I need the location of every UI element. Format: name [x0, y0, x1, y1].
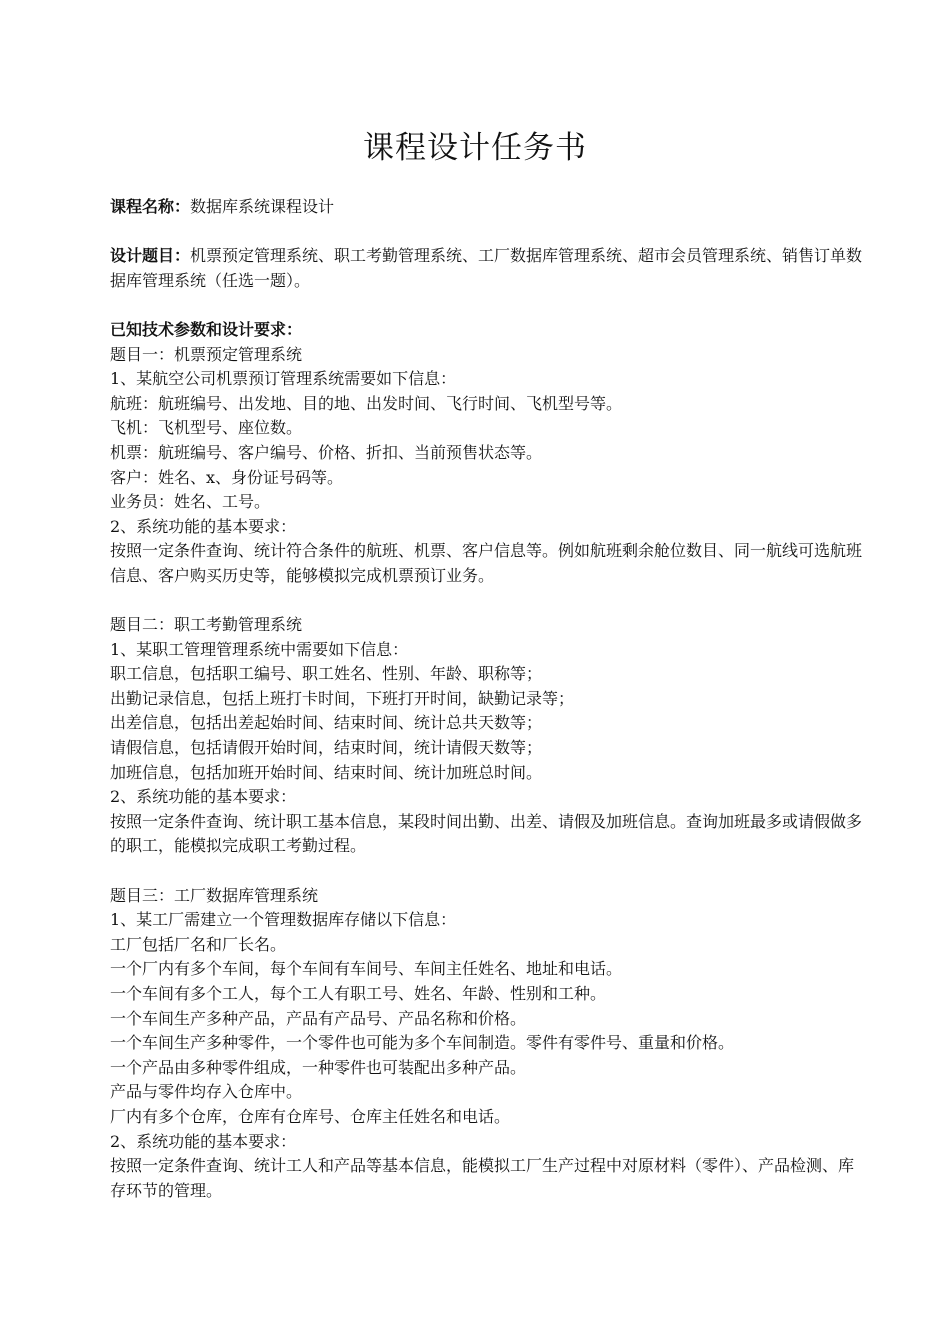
topic1-line: 业务员：姓名、工号。	[110, 492, 271, 512]
topic2-paragraph: 按照一定条件查询、统计职工基本信息，某段时间出勤、出差、请假及加班信息。查询加班最多或请假做多的职工，能模拟完成职工考勤过程。	[110, 811, 863, 856]
course-name-value: 数据库系统课程设计	[190, 197, 335, 216]
topic3-line: 产品与零件均存入仓库中。	[110, 1082, 303, 1102]
topic3-line: 2、系统功能的基本要求：	[110, 1131, 297, 1151]
topic3-line: 一个车间生产多种产品，产品有产品号、产品名称和价格。	[110, 1008, 527, 1028]
course-name-label: 课程名称：	[110, 197, 191, 216]
topic2-line: 出差信息，包括出差起始时间、结束时间、统计总共天数等；	[110, 713, 543, 733]
topic1-heading: 题目一：机票预定管理系统	[110, 344, 303, 364]
page-title: 课程设计任务书	[363, 130, 587, 166]
topic2-line: 职工信息，包括职工编号、职工姓名、性别、年龄、职称等；	[110, 664, 543, 684]
topic1-line: 客户：姓名、x、身份证号码等。	[110, 467, 344, 487]
topic2-line: 加班信息，包括加班开始时间、结束时间、统计加班总时间。	[110, 762, 543, 782]
design-topic-label: 设计题目：	[110, 246, 191, 266]
topic3-paragraph: 按照一定条件查询、统计工人和产品等基本信息，能模拟工厂生产过程中对原材料（零件）、产品检测、库存环节的管理。	[110, 1156, 855, 1200]
topic3-line: 厂内有多个仓库，仓库有仓库号、仓库主任姓名和电话。	[110, 1106, 511, 1126]
topic1-line: 1、某航空公司机票预订管理系统需要如下信息：	[110, 369, 457, 389]
topic3-line: 一个车间生产多种零件，一个零件也可能为多个车间制造。零件有零件号、重量和价格。	[110, 1033, 735, 1053]
design-topic-value: 机票预定管理系统、职工考勤管理系统、工厂数据库管理系统、超市会员管理系统、销售订单数据库管理系统（任选一题）。	[110, 246, 863, 290]
topic2-line: 出勤记录信息，包括上班打卡时间，下班打开时间，缺勤记录等；	[110, 688, 575, 708]
topic1-paragraph: 按照一定条件查询、统计符合条件的航班、机票、客户信息等。例如航班剩余舱位数目、同一航线可选航班信息、客户购买历史等，能够模拟完成机票预订业务。	[110, 541, 863, 585]
topic3-line: 工厂包括厂名和厂长名。	[110, 934, 287, 954]
topic1-line: 2、系统功能的基本要求：	[110, 516, 297, 536]
document-body	[110, 195, 866, 1203]
design-topic-row	[110, 244, 866, 293]
topic3-line: 一个厂内有多个车间，每个车间有车间号、车间主任姓名、地址和电话。	[110, 959, 623, 979]
topic3-line: 一个车间有多个工人，每个工人有职工号、姓名、年龄、性别和工种。	[110, 984, 607, 1003]
topic2-heading: 题目二：职工考勤管理系统	[110, 615, 303, 635]
topic3-line: 一个产品由多种零件组成，一种零件也可装配出多种产品。	[110, 1057, 527, 1077]
topic2-line: 2、系统功能的基本要求：	[110, 787, 297, 807]
topic3-line: 1、某工厂需建立一个管理数据库存储以下信息：	[110, 910, 457, 930]
requirements-heading: 已知技术参数和设计要求：	[110, 319, 303, 339]
topic1-line: 飞机：飞机型号、座位数。	[110, 418, 303, 438]
course-name-row	[110, 195, 866, 220]
topic1-line: 机票：航班编号、客户编号、价格、折扣、当前预售状态等。	[110, 442, 543, 462]
topic1-line: 航班：航班编号、出发地、目的地、出发时间、飞行时间、飞机型号等。	[110, 393, 623, 413]
topic2-line: 1、某职工管理管理系统中需要如下信息：	[110, 639, 409, 659]
topic3-heading: 题目三：工厂数据库管理系统	[110, 885, 319, 905]
topic2-line: 请假信息，包括请假开始时间，结束时间，统计请假天数等；	[110, 738, 543, 758]
